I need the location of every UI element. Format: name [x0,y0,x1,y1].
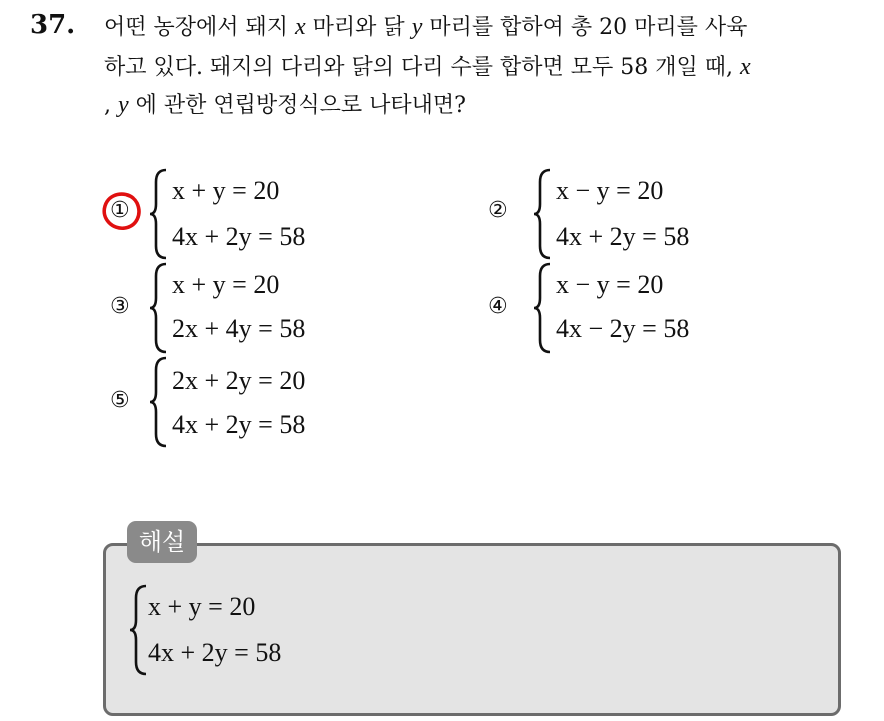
choice-2-eq-1: x − y = 20 [556,176,664,205]
choice-1-label[interactable]: ① [110,198,130,223]
brace-icon [148,356,170,448]
choice-1-eq-2: 4x + 2y = 58 [172,222,306,251]
brace-icon [148,262,170,354]
solution-eq-1: x + y = 20 [148,592,256,621]
choice-2[interactable] [532,168,732,260]
brace-icon [128,584,150,676]
choice-5-eq-2: 4x + 2y = 58 [172,410,306,439]
choice-3-label[interactable]: ③ [110,294,130,319]
choice-5-eq-1: 2x + 2y = 20 [172,366,306,395]
choice-4[interactable] [532,262,732,354]
question-text: 에 관한 연립방정식으로 나타내면? [135,93,466,118]
choice-4-eq-2: 4x − 2y = 58 [556,314,690,343]
variable-x: x [739,54,751,80]
variable-y: y [118,92,129,118]
question-text: 하고 있다. 돼지의 다리와 닭의 다리 수를 합하면 모두 58 개일 때, [104,55,733,80]
brace-icon [532,168,554,260]
question-text: , [104,93,111,118]
choice-1[interactable] [148,168,348,260]
choice-1-eq-1: x + y = 20 [172,176,280,205]
question-text: 어떤 농장에서 돼지 [104,15,289,40]
choice-2-eq-2: 4x + 2y = 58 [556,222,690,251]
choice-4-label[interactable]: ④ [488,294,508,319]
choice-3-eq-1: x + y = 20 [172,270,280,299]
question-line-2 [104,50,751,85]
variable-y: y [411,14,423,40]
question-text: 마리와 닭 [312,15,405,40]
question-line-1 [104,10,747,45]
choice-3[interactable] [148,262,348,354]
choice-2-label[interactable]: ② [488,198,508,223]
choice-3-eq-2: 2x + 4y = 58 [172,314,306,343]
choice-4-eq-1: x − y = 20 [556,270,664,299]
choice-5[interactable] [148,356,348,448]
question-text: 마리를 합하여 총 20 마리를 사육 [429,15,748,40]
brace-icon [532,262,554,354]
question-number: 37. [30,10,76,40]
selected-answer-mark-icon [101,190,143,232]
solution-tab: 해설 [127,521,197,563]
choice-5-label[interactable]: ⑤ [110,388,130,413]
solution-equations [128,584,328,676]
solution-eq-2: 4x + 2y = 58 [148,638,282,667]
question-line-3 [104,88,466,123]
variable-x: x [295,14,306,40]
brace-icon [148,168,170,260]
